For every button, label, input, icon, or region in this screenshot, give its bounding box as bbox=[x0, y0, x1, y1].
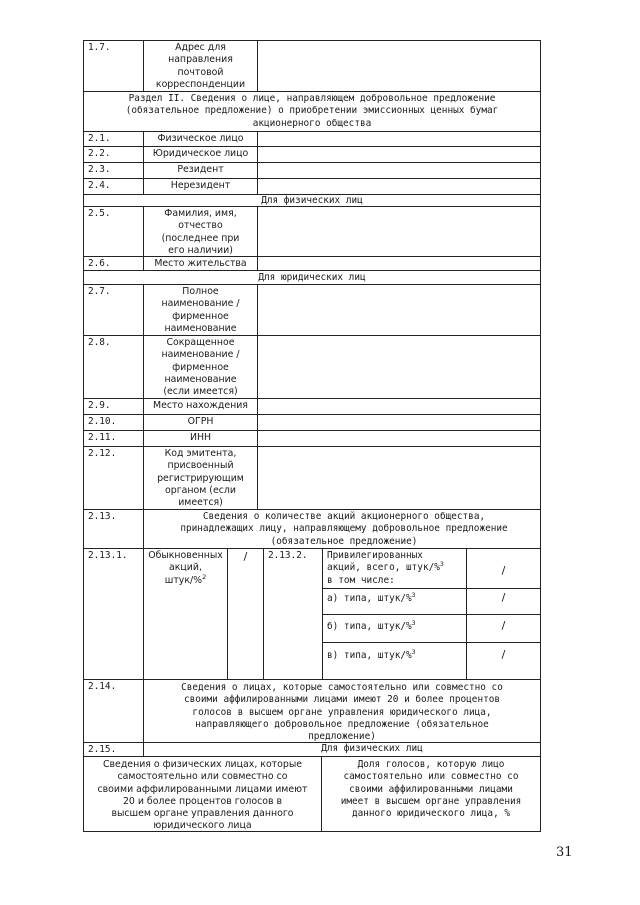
field-value-resident[interactable] bbox=[257, 162, 541, 179]
footnote-marker: 3 bbox=[411, 618, 416, 627]
field-value-full-name[interactable] bbox=[257, 206, 541, 257]
field-value-type-a[interactable]: / bbox=[466, 588, 541, 615]
row-number: 2.10. bbox=[83, 414, 144, 431]
row-number: 2.8. bbox=[83, 335, 144, 399]
field-value-residence[interactable] bbox=[257, 256, 541, 271]
field-label-type-b bbox=[322, 614, 467, 643]
row-number: 2.15. bbox=[83, 742, 144, 757]
row-number: 2.13.2. bbox=[263, 548, 323, 680]
subsection-header-individuals-2: Для физических лиц bbox=[143, 742, 541, 757]
column-header-vote-share: Доля голосов, которую лицо самостоятельно или совместно со своими аффилированными лицами имеет в высшем органе управления данного юридического лица, % bbox=[321, 756, 541, 832]
row-number: 2.6. bbox=[83, 256, 144, 271]
row-number: 2.14. bbox=[83, 679, 144, 743]
field-label-ordinary-shares bbox=[143, 548, 228, 680]
field-label-preferred-shares bbox=[322, 548, 467, 589]
field-label-individual: Физическое лицо bbox=[143, 131, 258, 147]
footnote-marker: 3 bbox=[411, 590, 416, 599]
type-b-label-text: б) типа, штук/% bbox=[327, 621, 412, 632]
row-number: 2.13. bbox=[83, 509, 144, 549]
field-label-inn: ИНН bbox=[143, 430, 258, 447]
preferred-shares-label-tail: в том числе: bbox=[327, 574, 395, 586]
row-number: 2.12. bbox=[83, 446, 144, 510]
page-number: 31 bbox=[556, 845, 573, 860]
footnote-marker: 3 bbox=[411, 647, 416, 656]
field-label-residence: Место жительства bbox=[143, 256, 258, 271]
preferred-shares-label-text: Привилегированных акций, всего, штук/% bbox=[327, 550, 440, 574]
field-value-individual[interactable] bbox=[257, 131, 541, 147]
type-a-label-text: а) типа, штук/% bbox=[327, 593, 412, 604]
type-v-label-text: в) типа, штук/% bbox=[327, 650, 412, 661]
row-number: 1.7. bbox=[83, 40, 144, 92]
row-number: 2.2. bbox=[83, 146, 144, 163]
row-number: 2.13.1. bbox=[83, 548, 144, 680]
subsection-header-individuals: Для физических лиц bbox=[83, 194, 541, 207]
field-value-short-company-name[interactable] bbox=[257, 335, 541, 399]
subsection-header-legal-entities: Для юридических лиц bbox=[83, 270, 541, 285]
field-label-ogrn: ОГРН bbox=[143, 414, 258, 431]
shares-section-title: Сведения о количестве акций акционерного общества, принадлежащих лицу, направляющему добровольное предложение (обязательное предложение) bbox=[143, 509, 541, 549]
field-value-type-b[interactable]: / bbox=[466, 614, 541, 643]
affiliates-section-title: Сведения о лицах, которые самостоятельно или совместно со своими аффилированными лицами имеют 20 и более процентов голосов в высшем органе управления юридического лица, направляющего добровольное предложение (обязательное предложение) bbox=[143, 679, 541, 743]
field-label-location: Место нахождения bbox=[143, 398, 258, 415]
row-number: 2.9. bbox=[83, 398, 144, 415]
column-header-individuals-info: Сведения о физических лицах, которые самостоятельно или совместно со своими аффилированными лицами имеют 20 и более процентов голосов в высшем органе управления данного юридического лица bbox=[83, 756, 322, 832]
field-value-full-company-name[interactable] bbox=[257, 284, 541, 336]
row-number: 2.1. bbox=[83, 131, 144, 147]
field-value-preferred-shares[interactable]: / bbox=[466, 548, 541, 589]
field-label-short-company-name: Сокращенное наименование / фирменное наименование (если имеется) bbox=[143, 335, 258, 399]
field-label-mailing-address: Адрес для направления почтовой корреспонденции bbox=[143, 40, 258, 92]
field-label-resident: Резидент bbox=[143, 162, 258, 179]
field-value-ogrn[interactable] bbox=[257, 414, 541, 431]
row-number: 2.3. bbox=[83, 162, 144, 179]
field-value-nonresident[interactable] bbox=[257, 178, 541, 195]
field-label-full-name: Фамилия, имя, отчество (последнее при его наличии) bbox=[143, 206, 258, 257]
field-value-mailing-address[interactable] bbox=[257, 40, 541, 92]
row-number: 2.5. bbox=[83, 206, 144, 257]
footnote-marker: 2 bbox=[202, 572, 207, 581]
field-label-type-a bbox=[322, 588, 467, 615]
section-title: Раздел II. Сведения о лице, направляющем добровольное предложение (обязательное предложение) о приобретении эмиссионных ценных бумаг акционерного общества bbox=[83, 91, 541, 132]
row-number: 2.7. bbox=[83, 284, 144, 336]
field-label-nonresident: Нерезидент bbox=[143, 178, 258, 195]
field-value-legal-entity[interactable] bbox=[257, 146, 541, 163]
ordinary-shares-label-text: Обыкновенных акций, штук/% bbox=[148, 550, 223, 586]
field-label-legal-entity: Юридическое лицо bbox=[143, 146, 258, 163]
field-value-type-v[interactable]: / bbox=[466, 642, 541, 680]
field-value-inn[interactable] bbox=[257, 430, 541, 447]
field-label-full-company-name: Полное наименование / фирменное наименование bbox=[143, 284, 258, 336]
field-label-type-v bbox=[322, 642, 467, 680]
field-value-issuer-code[interactable] bbox=[257, 446, 541, 510]
footnote-marker: 3 bbox=[439, 560, 444, 569]
field-label-issuer-code: Код эмитента, присвоенный регистрирующим органом (если имеется) bbox=[143, 446, 258, 510]
field-value-ordinary-shares[interactable]: / bbox=[227, 548, 264, 680]
field-value-location[interactable] bbox=[257, 398, 541, 415]
row-number: 2.11. bbox=[83, 430, 144, 447]
row-number: 2.4. bbox=[83, 178, 144, 195]
